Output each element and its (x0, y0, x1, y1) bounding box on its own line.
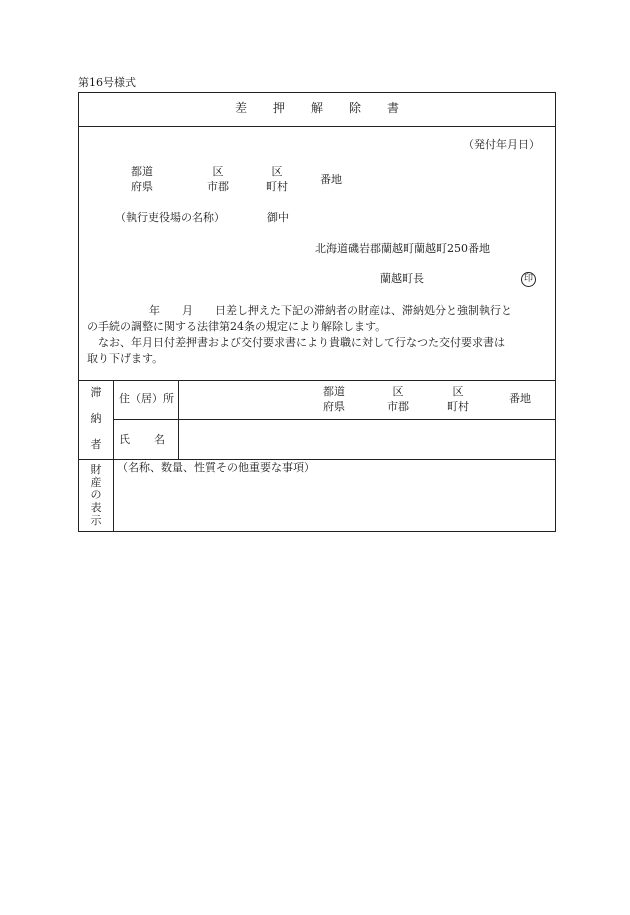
recipient-name: （執行吏役場の名称） (115, 211, 225, 224)
delinquent-prefecture: 都道 府県 (323, 385, 345, 413)
seal-mark: 印 (521, 272, 536, 287)
delinquent-city: 区 市郡 (387, 385, 409, 413)
title-char: 解 (310, 101, 323, 115)
body-paragraph: 年 月 日差し押えた下記の滞納者の財産は、滞納処分と強制執行と の手続の調整に関する法律第24条の規定により解除します。 なお、年月日付差押書および交付要求書により貴職に対して行なつた交付要求書は 取り下げます。 (87, 304, 512, 365)
name-label: 氏 名 (119, 433, 165, 446)
divider (113, 419, 555, 420)
title-char: 差 (234, 101, 247, 115)
form-frame (78, 92, 556, 532)
honorific: 御中 (267, 211, 289, 224)
divider (79, 380, 555, 381)
form-number: 第16号様式 (78, 76, 136, 89)
delinquent-town: 区 町村 (447, 385, 469, 413)
title-char: 書 (387, 101, 400, 115)
delinquent-label: 滞 納 者 (90, 386, 102, 451)
property-label: 財 産 の 表 示 (90, 463, 102, 527)
issue-date: （発付年月日） (463, 138, 540, 151)
title-char: 押 (272, 101, 285, 115)
delinquent-lot: 番地 (509, 392, 531, 405)
recipient-city: 区 市郡 (207, 165, 229, 193)
recipient-lot: 番地 (320, 173, 342, 186)
sender-address: 北海道磯岩郡蘭越町蘭越町250番地 (315, 242, 490, 255)
address-label: 住（居）所 (119, 392, 174, 405)
property-hint: （名称、数量、性質その他重要な事項） (117, 461, 315, 474)
divider (79, 459, 555, 460)
divider (79, 126, 555, 127)
sender-title: 蘭越町長 (380, 272, 424, 285)
document-title (79, 101, 555, 116)
recipient-prefecture: 都道 府県 (131, 165, 153, 193)
label-column-divider (113, 380, 114, 531)
recipient-town: 区 町村 (266, 165, 288, 193)
title-char: 除 (349, 101, 362, 115)
